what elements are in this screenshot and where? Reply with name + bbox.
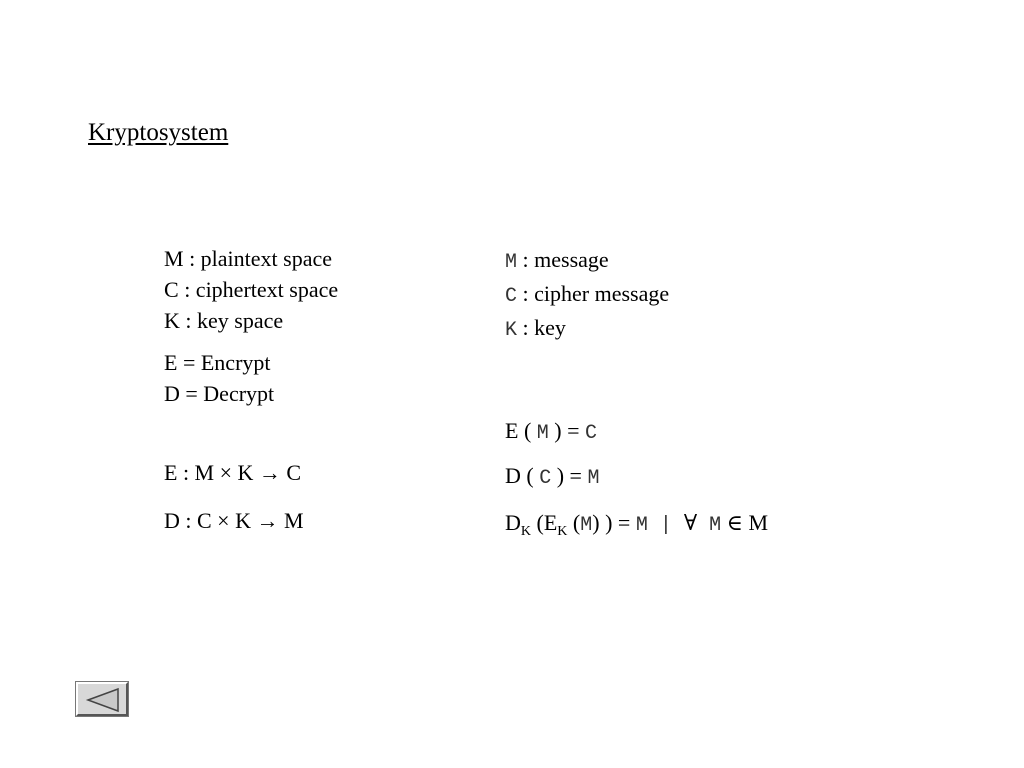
def-plaintext-space: M : plaintext space [164, 246, 333, 271]
equation-correctness: $D_K$ ($E_K$ (M) ) = M | ∀ M ∈ M [505, 510, 768, 539]
function-definitions [164, 347, 274, 409]
def-decrypt: D = Decrypt [164, 381, 275, 406]
def-message: M : message [505, 247, 609, 274]
spaces-definitions [164, 243, 338, 336]
equation-encrypt: E ( M ) = C [505, 418, 598, 445]
back-button[interactable] [76, 682, 128, 716]
decrypt-mapping: D : C × K → M [164, 508, 304, 533]
def-key: K : key [505, 315, 566, 342]
def-ciphertext-space: C : ciphertext space [164, 277, 339, 302]
equation-decrypt: D ( C ) = M [505, 463, 600, 490]
def-key-space: K : key space [164, 308, 284, 333]
def-encrypt: E = Encrypt [164, 350, 271, 375]
triangle-left-icon [85, 687, 121, 713]
slide-title: Kryptosystem [88, 119, 229, 146]
encrypt-mapping: E : M × K → C [164, 460, 302, 485]
element-definitions [505, 244, 669, 346]
def-cipher-message: C : cipher message [505, 281, 670, 308]
